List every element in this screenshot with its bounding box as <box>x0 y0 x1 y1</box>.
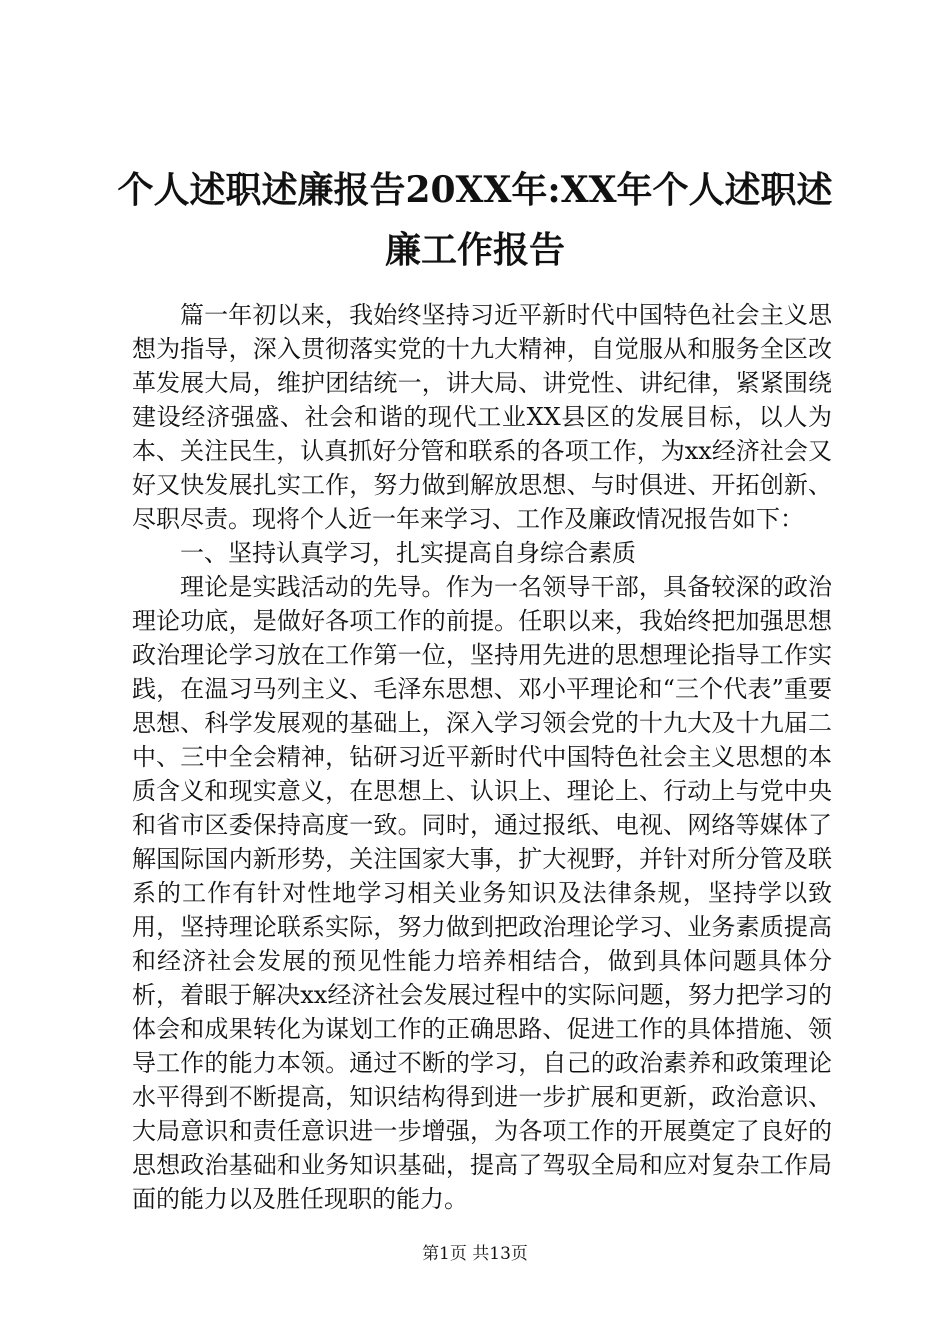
document-body <box>132 298 832 1216</box>
section-heading: 一、坚持认真学习，扎实提高自身综合素质 <box>180 539 636 567</box>
page-footer: 第1页 共13页 <box>422 1244 528 1264</box>
document-title: 个人述职述廉报告20XX年:XX年个人述职述廉工作报告 <box>117 169 833 271</box>
intro-paragraph: 篇一年初以来，我始终坚持习近平新时代中国特色社会主义思想为指导，深入贯彻落实党的十九大精神，自觉服从和服务全区改革发展大局，维护团结统一，讲大局、讲党性、讲纪律，紧紧围绕建设经济强盛、社会和谐的现代工业XX县区的发展目标，以人为本、关注民生，认真抓好分管和联系的各项工作，为xx经济社会又好又快发展扎实工作，努力做到解放思想、与时俱进、开拓创新、尽职尽责。现将个人近一年来学习、工作及廉政情况报告如下： <box>132 301 832 533</box>
section-paragraph: 理论是实践活动的先导。作为一名领导干部，具备较深的政治理论功底，是做好各项工作的前提。任职以来，我始终把加强思想政治理论学习放在工作第一位，坚持用先进的思想理论指导工作实践，在温习马列主义、毛泽东思想、邓小平理论和“三个代表”重要思想、科学发展观的基础上，深入学习领会党的十九大及十九届二中、三中全会精神，钻研习近平新时代中国特色社会主义思想的本质含义和现实意义，在思想上、认识上、理论上、行动上与党中央和省市区委保持高度一致。同时，通过报纸、电视、网络等媒体了解国际国内新形势，关注国家大事，扩大视野，并针对所分管及联系的工作有针对性地学习相关业务知识及法律条规，坚持学以致用，坚持理论联系实际，努力做到把政治理论学习、业务素质提高和经济社会发展的预见性能力培养相结合，做到具体问题具体分析，着眼于解决xx经济社会发展过程中的实际问题，努力把学习的体会和成果转化为谋划工作的正确思路、促进工作的具体措施、领导工作的能力本领。通过不断的学习，自己的政治素养和政策理论水平得到不断提高，知识结构得到进一步扩展和更新，政治意识、大局意识和责任意识进一步增强，为各项工作的开展奠定了良好的思想政治基础和业务知识基础，提高了驾驭全局和应对复杂工作局面的能力以及胜任现职的能力。 <box>132 573 832 1213</box>
